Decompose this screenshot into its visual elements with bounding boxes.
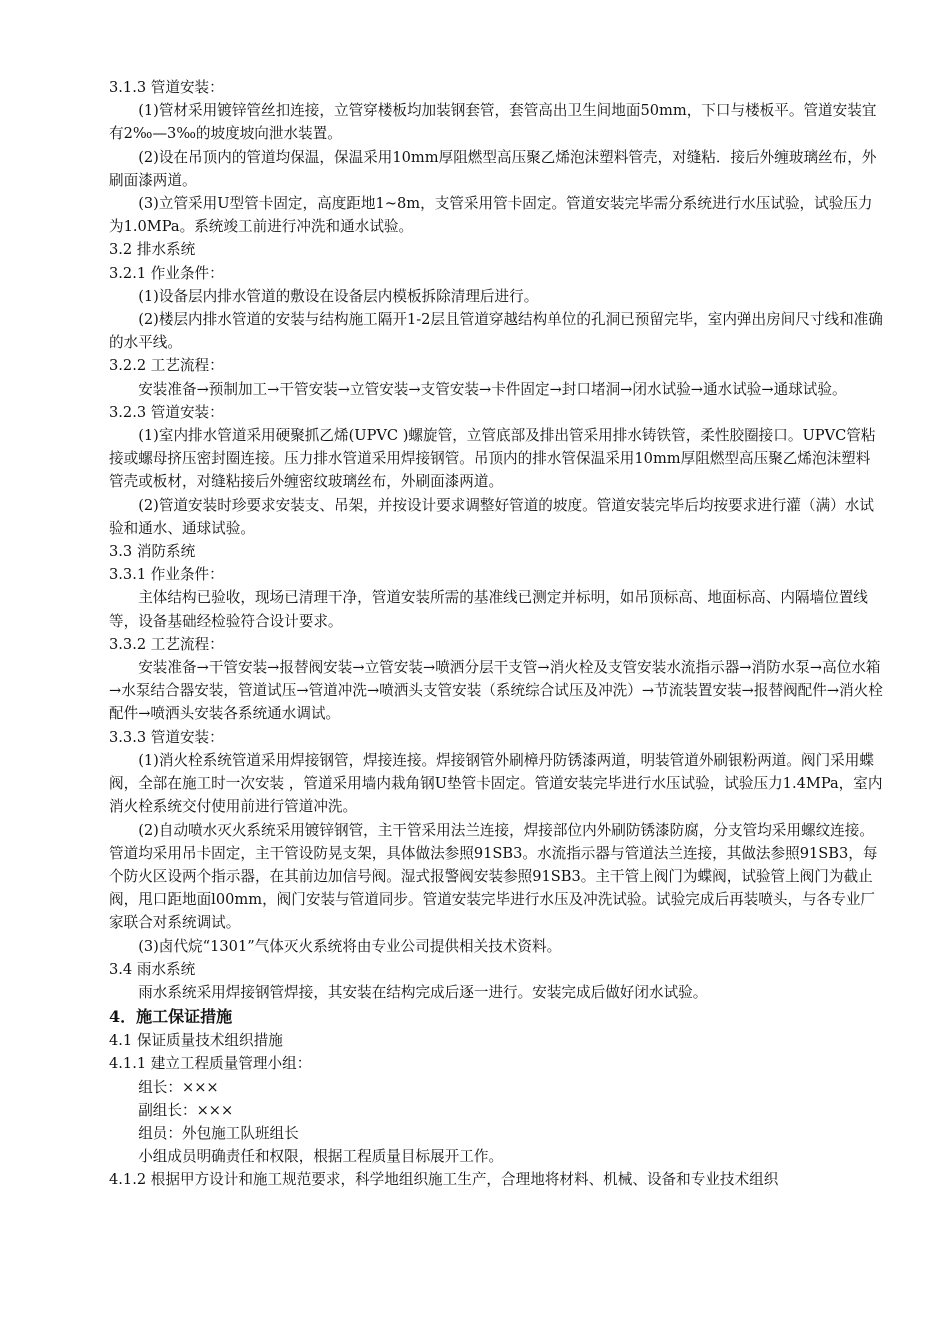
section-heading: 3.4 雨水系统 <box>109 960 196 978</box>
section-heading: 3.3 消防系统 <box>109 543 196 561</box>
section-heading: 4.1 保证质量技术组织措施 <box>109 1032 283 1050</box>
section-heading: 3.3.1 作业条件： <box>109 566 224 584</box>
paragraph: (3)立管采用U型管卡固定，高度距地1~8m，支管采用管卡固定。管道安装完毕需分系统进行水压试验，试验压力为1.0MPa。系统竣工前进行冲洗和通水试验。 <box>109 195 873 236</box>
paragraph: 主体结构已验收，现场已清理干净，管道安装所需的基准线已测定并标明，如吊顶标高、地面标高、内隔墙位置线等，设备基础经检验符合设计要求。 <box>109 589 868 630</box>
section-heading: 3.2 排水系统 <box>109 241 196 259</box>
paragraph: (1)设备层内排水管道的敷设在设备层内模板拆除清理后进行。 <box>138 287 539 305</box>
paragraph: 组长：××× <box>138 1078 219 1096</box>
chapter-heading: 4．施工保证措施 <box>109 1007 233 1027</box>
section-heading: 3.2.1 作业条件： <box>109 264 224 282</box>
section-heading: 3.1.3 管道安装： <box>109 79 224 96</box>
document-body <box>109 76 884 1192</box>
paragraph: 副组长：××× <box>138 1101 234 1119</box>
section-heading: 3.2.3 管道安装： <box>109 403 224 421</box>
section-heading: 3.3.2 工艺流程： <box>109 635 224 653</box>
paragraph: (3)卤代烷“1301”气体灭火系统将由专业公司提供相关技术资料。 <box>138 937 562 955</box>
paragraph: (2)自动喷水灭火系统采用镀锌钢管，主干管采用法兰连接，焊接部位内外刷防锈漆防腐，分支管均采用螺纹连接。管道均采用吊卡固定，主干管设防晃支架，具体做法参照91SB3。水流指示器与管道法兰连接，其做法参照91SB3，每个防火区设两个指示器，在其前边加信号阀。湿式报警阀安装参照91SB3。主干管上阀门为蝶阀，试验管上阀门为截止阀，甩口距地面l00mm，阀门安装与管道同步。管道安装完毕进行水压及冲洗试验。试验完成后再装喷头，与各专业厂家联合对系统调试。 <box>109 821 878 932</box>
paragraph: 安装准备→预制加工→干管安装→立管安装→支管安装→卡件固定→封口堵洞→闭水试验→通水试验→通球试验。 <box>138 380 847 398</box>
section-heading: 4.1.2 根据甲方设计和施工规范要求，科学地组织施工生产，合理地将材料、机械、设备和专业技术组织 <box>109 1171 779 1189</box>
paragraph: (2)设在吊顶内的管道均保温，保温采用10mm厚阻燃型高压聚乙烯泡沫塑料管壳，对缝粘．接后外缠玻璃丝布，外刷面漆两道。 <box>109 148 877 189</box>
section-heading: 3.3.3 管道安装： <box>109 728 224 746</box>
section-heading: 3.2.2 工艺流程： <box>109 357 224 375</box>
paragraph: (2)管道安装时珍要求安装支、吊架，并按设计要求调整好管道的坡度。管道安装完毕后均按要求进行灌（满）水试验和通水、通球试验。 <box>109 496 874 537</box>
paragraph: 安装准备→干管安装→报替阀安装→立管安装→喷洒分层干支管→消火栓及支管安装水流指示器→消防水泵→高位水箱→水泵结合器安装，管道试压→管道冲洗→喷洒头支管安装（系统综合试压及冲洗）→节流装置安装→报替阀配件→消火栓配件→喷洒头安装各系统通水调试。 <box>109 659 883 723</box>
paragraph: (1)管材采用镀锌管丝扣连接，立管穿楼板均加装钢套管，套管高出卫生间地面50mm，下口与楼板平。管道安装宜有2‰—3‰的坡度坡向泄水装置。 <box>109 102 877 143</box>
paragraph: 小组成员明确责任和权限，根据工程质量目标展开工作。 <box>138 1148 504 1166</box>
paragraph: 雨水系统采用焊接钢管焊接，其安装在结构完成后逐一进行。安装完成后做好闭水试验。 <box>138 983 708 1001</box>
section-heading: 4.1.1 建立工程质量管理小组： <box>109 1055 312 1073</box>
paragraph: (1)室内排水管道采用硬聚抓乙烯(UPVC )螺旋管，立管底部及排出管采用排水铸铁管，柔性胶圈接口。UPVC管粘接或螺母挤压密封圈连接。压力排水管道采用焊接钢管。吊顶内的排水管保温采用10mm厚阻燃型高压聚乙烯泡沫塑料管壳或板材，对缝粘接后外缠密纹玻璃丝布，外刷面漆两道。 <box>109 427 876 491</box>
paragraph: 组员：外包施工队班组长 <box>138 1124 299 1142</box>
paragraph: (2)楼层内排水管道的安装与结构施工隔开1-2层且管道穿越结构单位的孔洞已预留完毕，室内弹出房间尺寸线和准确的水平线。 <box>109 311 883 352</box>
paragraph: (1)消火栓系统管道采用焊接钢管，焊接连接。焊接钢管外刷樟丹防锈漆两道，明装管道外刷银粉两道。阀门采用蝶阀，全部在施工时一次安装 ，管道采用墙内栽角钢U垫管卡固定。管道安装完毕进行水压试验，试验压力1.4MPa，室内消火栓系统交付使用前进行管道冲洗。 <box>109 751 883 816</box>
